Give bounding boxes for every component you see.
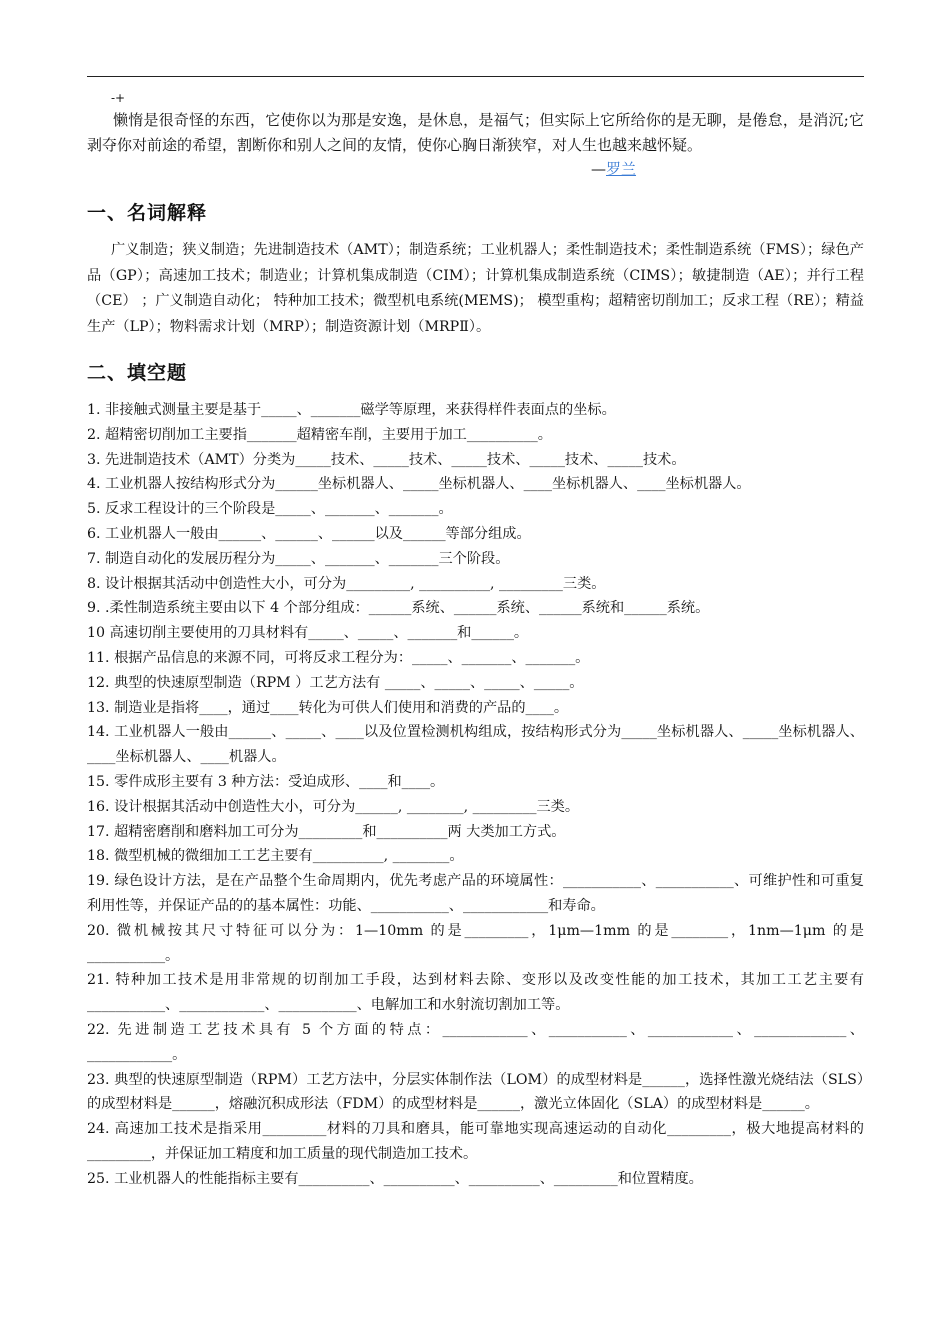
question-item: 22. 先进制造工艺技术具有 5 个方面的特点：____________、___________、____________、_____________、____________。 xyxy=(87,1021,864,1063)
quote-dash: — xyxy=(591,160,606,178)
question-item: 5. 反求工程设计的三个阶段是_____、_______、_______。 xyxy=(87,501,453,518)
question-item: 8. 设计根据其活动中创造性大小，可分为_________, __________, _________三类。 xyxy=(87,575,606,592)
question-item: 9. .柔性制造系统主要由以下 4 个部分组成：______系统、______系统、______系统和______系统。 xyxy=(87,600,710,617)
question-item: 20. 微机械按其尺寸特征可以分为：1—10mm 的是_________，1μm—1mm 的是________，1nm—1μm 的是___________。 xyxy=(87,922,864,964)
quote-text: 懒惰是很奇怪的东西，它使你以为那是安逸，是休息，是福气；但实际上它所给你的是无聊，是倦怠，是消沉;它剥夺你对前途的希望，割断你和别人之间的友情，使你心胸日渐狭窄，对人生也越来越怀疑。 xyxy=(87,111,864,154)
question-item: 23. 典型的快速原型制造（RPM）工艺方法中，分层实体制作法（LOM）的成型材料是______，选择性激光烧结法（SLS）的成型材料是______，熔融沉积成形法（FDM）的成型材料是______，激光立体固化（SLA）的成型材料是______。 xyxy=(87,1071,864,1113)
question-item: 17. 超精密磨削和磨料加工可分为_________和__________两 大类加工方式。 xyxy=(87,823,566,840)
question-item: 16. 设计根据其活动中创造性大小，可分为______, ________, _________三类。 xyxy=(87,798,580,815)
question-item: 1. 非接触式测量主要是基于_____、_______磁学等原理，来获得样件表面点的坐标。 xyxy=(87,402,616,418)
question-item: 7. 制造自动化的发展历程分为_____、_______、_______三个阶段。 xyxy=(87,550,510,567)
header-marker: -+ xyxy=(111,91,126,105)
question-item: 18. 微型机械的微细加工工艺主要有__________, ________。 xyxy=(87,848,464,865)
question-item: 14. 工业机器人一般由______、_____、____以及位置检测机构组成，按结构形式分为_____坐标机器人、_____坐标机器人、____坐标机器人、____机器人。 xyxy=(87,724,864,766)
quote-attribution xyxy=(591,158,864,180)
question-item: 15. 零件成形主要有 3 种方法：受迫成形、____和____。 xyxy=(87,773,445,790)
question-item: 24. 高速加工技术是指采用_________材料的刀具和磨具，能可靠地实现高速运动的自动化_________，极大地提高材料的_________，并保证加工精度和加工质量的现代制造加工技术。 xyxy=(87,1121,864,1162)
question-item: 4. 工业机器人按结构形式分为______坐标机器人、_____坐标机器人、____坐标机器人、____坐标机器人。 xyxy=(87,476,751,493)
question-item: 12. 典型的快速原型制造（RPM ）工艺方法有 _____、_____、_____、_____。 xyxy=(87,674,584,691)
question-item: 10 高速切削主要使用的刀具材料有_____、_____、_______和______。 xyxy=(87,625,529,642)
question-item: 11. 根据产品信息的来源不同，可将反求工程分为：_____、_______、_______。 xyxy=(87,649,590,666)
question-item: 21. 特种加工技术是用非常规的切削加工手段，达到材料去除、变形以及改变性能的加工技术，其加工工艺主要有___________、____________、___________、电解加工和水射流切割加工等。 xyxy=(87,972,864,1014)
question-item: 13. 制造业是指将____，通过____转化为可供人们使用和消费的产品的____。 xyxy=(87,699,569,716)
question-item: 3. 先进制造技术（AMT）分类为_____技术、_____技术、_____技术、_____技术、_____技术。 xyxy=(87,451,686,468)
quote-author-link[interactable]: 罗兰 xyxy=(606,160,637,178)
question-item: 25. 工业机器人的性能指标主要有__________、__________、__________、_________和位置精度。 xyxy=(87,1170,703,1187)
document-page xyxy=(87,88,864,1192)
fill-in-list xyxy=(87,398,864,1192)
section-title-terms: 一、名词解释 xyxy=(87,202,208,224)
question-item: 2. 超精密切削加工主要指_______超精密车削，主要用于加工__________。 xyxy=(87,426,552,443)
section-title-fill-in: 二、填空题 xyxy=(87,362,188,384)
terms-paragraph: 广义制造；狭义制造；先进制造技术（AMT）；制造系统；工业机器人；柔性制造技术；柔性制造系统（FMS）；绿色产品（GP）；高速加工技术；制造业；计算机集成制造（CIM）；计算机集成制造系统（CIMS）；敏捷制造（AE）；并行工程（CE） ；广义制造自动化； 特种加工技术；微型机电系统(MEMS)； 模型重构；超精密切削加工；反求工程（RE）；精益生产（LP）；物料需求计划（MRP）；制造资源计划（MRPⅡ）。 xyxy=(87,242,864,335)
header-rule xyxy=(87,76,864,77)
question-item: 19. 绿色设计方法，是在产品整个生命周期内，优先考虑产品的环境属性：___________、___________、可维护性和可重复利用性等，并保证产品的的基本属性：功能、___________、____________和寿命。 xyxy=(87,873,864,914)
question-item: 6. 工业机器人一般由______、______、______以及______等部分组成。 xyxy=(87,525,531,542)
